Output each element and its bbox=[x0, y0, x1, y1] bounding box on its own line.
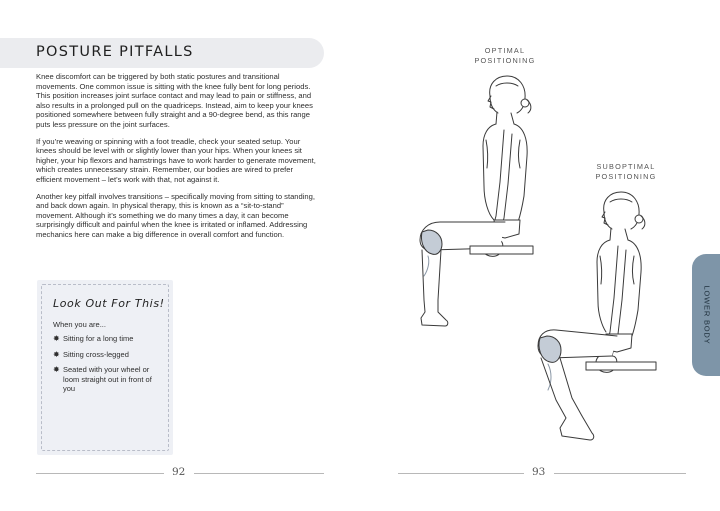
callout-title: Look Out For This! bbox=[53, 297, 165, 310]
sun-bullet-icon: ✸ bbox=[53, 349, 60, 359]
page-number-left: 92 bbox=[172, 466, 186, 478]
list-item: ✸ Sitting for a long time bbox=[53, 334, 134, 343]
paragraph-3: Another key pitfall involves transitions – specifically moving from sitting to standing, and back down again. In physical therapy, this is known as a “sit-to-stand” movement. Although it’s something we do many times a day, it can become surprisingly difficult and painful when the knee is irritated or inflamed. Addressing mechanics here can make a big difference in overall comfort and function. bbox=[36, 191, 315, 239]
footer-rule-right-a bbox=[398, 473, 524, 474]
figure-label-optimal: OPTIMAL POSITIONING bbox=[474, 46, 536, 65]
page-title: POSTURE PITFALLS bbox=[36, 44, 194, 60]
figure-label-suboptimal: SUBOPTIMAL POSITIONING bbox=[595, 162, 657, 181]
sun-bullet-icon: ✸ bbox=[53, 365, 60, 375]
paragraph-1: Knee discomfort can be triggered by both static postures and transitional movements. One common issue is sitting with the knee fully bent for long periods. This position increases joint surface contact and may lead to pain or stiffness, and also results in a prolonged pull on the quadriceps. Instead, aim to keep your knees positioned somewhere between fully straight and a 90-degree bend, as this range puts less pressure on the joint surfaces. bbox=[36, 72, 313, 129]
page-number-right: 93 bbox=[532, 466, 546, 478]
list-item: ✸ Sitting cross-legged bbox=[53, 349, 129, 359]
side-tab-lower-body[interactable] bbox=[692, 254, 720, 376]
list-item: ✸ Seated with your wheel or loom straight out in front of you bbox=[53, 365, 152, 394]
footer-rule-right-b bbox=[554, 473, 686, 474]
paragraph-2: If you’re weaving or spinning with a foot treadle, check your seated setup. Your knees should be level with or slightly lower than your hips. When your knees sit higher, your hip flexors and hamstrings have to work harder to generate movement, which creates unnecessary strain. Remember, our bodies are wired to prefer efficient movement – let’s work with that, not against it. bbox=[36, 136, 316, 184]
callout-intro: When you are... bbox=[53, 320, 106, 329]
sun-bullet-icon: ✸ bbox=[53, 334, 60, 343]
side-tab-label: LOWER BODY bbox=[702, 285, 712, 345]
